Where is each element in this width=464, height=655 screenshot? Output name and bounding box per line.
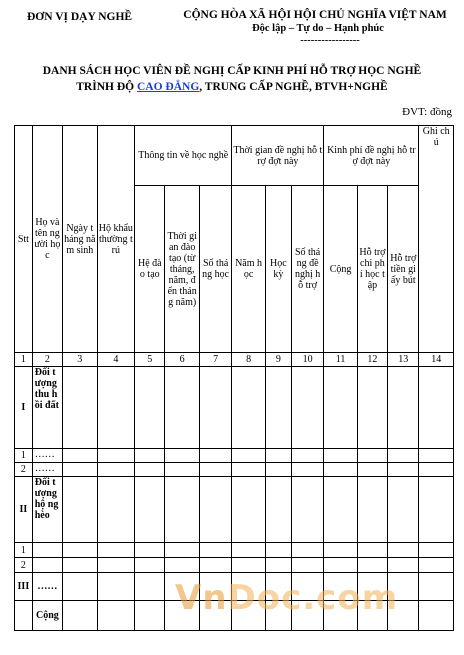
col-num: 10 (291, 353, 323, 367)
row-stt: 1 (15, 543, 33, 558)
col-num: 1 (15, 353, 33, 367)
col-num: 13 (388, 353, 419, 367)
motto-rule: ----------------- (300, 35, 360, 46)
col-num: 8 (232, 353, 265, 367)
subtitle-suffix: , TRUNG CẤP NGHỀ, BTVH+NGHỀ (199, 81, 388, 93)
group-funding: Kinh phí đề nghị hỗ trợ đợt này (324, 126, 419, 186)
row-stt: II (15, 477, 33, 543)
group-info: Thông tin về học nghề (135, 126, 232, 186)
cao-dang-link[interactable]: CAO ĐẲNG (136, 81, 200, 93)
row-name: …… (32, 449, 62, 463)
row-name: Đối tượng thu hồi đất (32, 367, 62, 449)
col-living: Hỗ trợ chi phí học tập (357, 186, 387, 353)
col-duration: Thời gian đào tạo (từ tháng, năm, đến tháng năm) (165, 186, 199, 353)
currency-unit: ĐVT: đồng (402, 106, 452, 118)
table-row (15, 558, 454, 573)
col-num: 3 (63, 353, 97, 367)
col-total: Cộng (324, 186, 357, 353)
col-months-req: Số tháng đề nghị hỗ trợ (291, 186, 323, 353)
org-name: ĐƠN VỊ DẠY NGHỀ (27, 11, 133, 23)
col-num: 6 (165, 353, 199, 367)
row-total-label: Cộng (32, 601, 62, 631)
watermark-brand-a: Vn (175, 578, 228, 618)
col-num: 4 (97, 353, 135, 367)
motto: Độc lập – Tự do – Hạnh phúc (252, 23, 384, 34)
col-num: 11 (324, 353, 357, 367)
national-header (180, 8, 450, 46)
col-stt: Stt (15, 126, 33, 353)
document-title: DANH SÁCH HỌC VIÊN ĐỀ NGHỊ CẤP KINH PHÍ HỖ TRỢ HỌC NGHỀ (42, 65, 422, 77)
col-semester: Học kỳ (265, 186, 291, 353)
row-stt: I (15, 367, 33, 449)
col-months: Số tháng học (199, 186, 231, 353)
row-name: …… (32, 573, 62, 601)
table-row (15, 543, 454, 558)
group-time: Thời gian đề nghị hỗ trợ đợt này (232, 126, 324, 186)
col-num: 14 (419, 353, 454, 367)
col-num: 9 (265, 353, 291, 367)
row-stt: 2 (15, 558, 33, 573)
col-name: Họ và tên người học (32, 126, 62, 353)
vndoc-watermark (175, 578, 398, 618)
subtitle-prefix: TRÌNH ĐỘ (76, 81, 137, 93)
column-number-row (15, 353, 454, 367)
row-stt: III (15, 573, 33, 601)
col-system: Hệ đào tạo (135, 186, 165, 353)
col-num: 2 (32, 353, 62, 367)
col-note: Ghi chú (419, 126, 454, 353)
col-residence: Hộ khẩu thường trú (97, 126, 135, 353)
col-travel: Hỗ trợ tiền giấy bút (388, 186, 419, 353)
row-stt: 1 (15, 449, 33, 463)
row-stt: 2 (15, 463, 33, 477)
document-subtitle (0, 79, 464, 95)
table-row (15, 367, 454, 449)
row-name: …… (32, 463, 62, 477)
table-row (15, 463, 454, 477)
country-name: CỘNG HÒA XÃ HỘI HỘI CHỦ NGHĨA VIỆT NAM (183, 9, 447, 21)
col-num: 7 (199, 353, 231, 367)
table-row (15, 477, 454, 543)
col-num: 12 (357, 353, 387, 367)
watermark-brand-b: Doc.com (227, 578, 399, 618)
table-row (15, 449, 454, 463)
col-num: 5 (135, 353, 165, 367)
col-dob: Ngày tháng năm sinh (63, 126, 97, 353)
row-name: Đối tượng hộ nghèo (32, 477, 62, 543)
student-list-table (14, 125, 454, 631)
col-year: Năm học (232, 186, 265, 353)
